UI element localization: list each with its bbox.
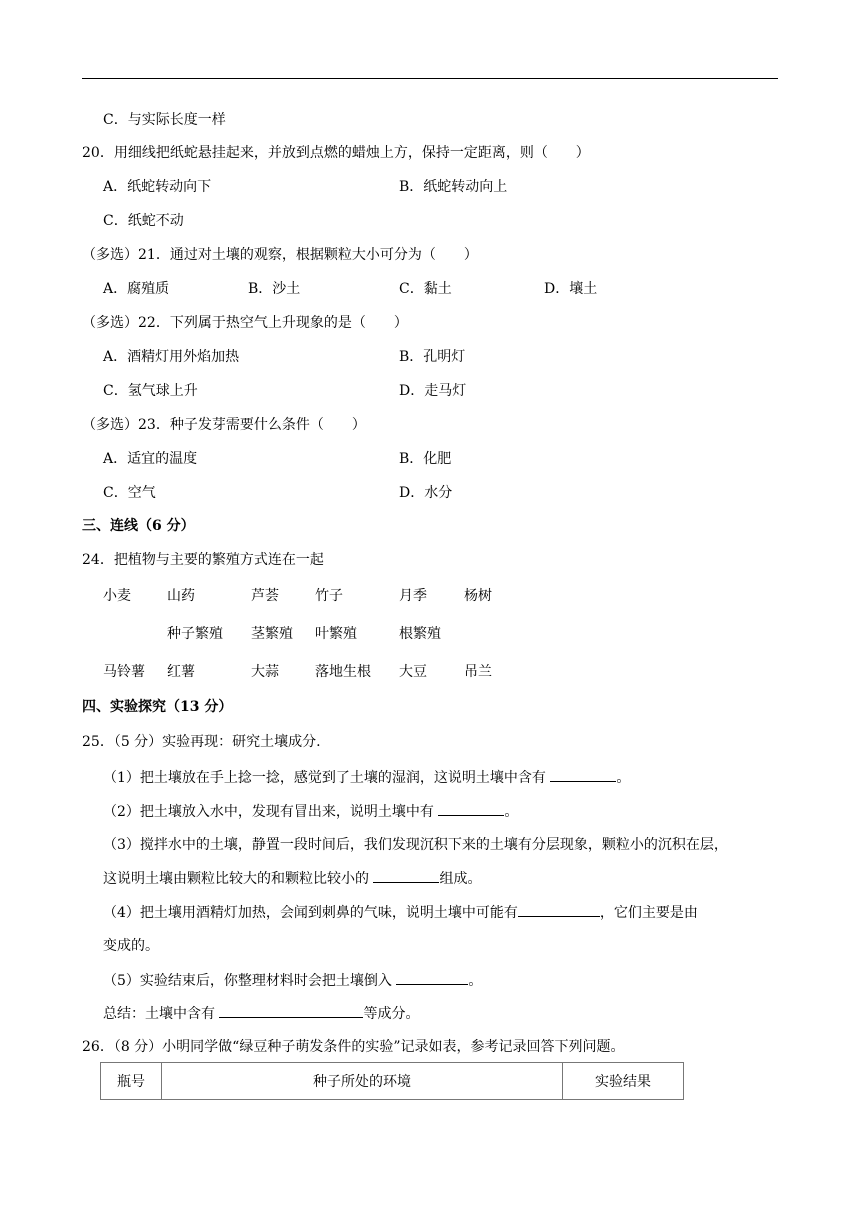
q24-stem: 24．把植物与主要的繁殖方式连在一起	[82, 552, 324, 568]
q25-part-3b-text: 这说明土壤由颗粒比较大的和颗粒比较小的	[103, 871, 374, 887]
q23-option-c: C．空气	[103, 485, 156, 501]
q25-part-3a: （3）搅拌水中的土壤，静置一段时间后，我们发现沉积下来的土壤有分层现象，颗粒小的沉积在层，	[103, 837, 728, 853]
q23-option-a: A．适宜的温度	[103, 451, 198, 467]
plant-item: 落地生根	[315, 664, 371, 680]
section-4-heading: 四、实验探究（13 分）	[82, 699, 233, 715]
q21-stem: （多选）21．通过对土壤的观察，根据颗粒大小可分为（ ）	[82, 247, 478, 263]
answer-blank[interactable]	[550, 767, 616, 782]
answer-blank[interactable]	[373, 868, 439, 883]
table-header-row	[101, 1063, 684, 1100]
plant-item: 红薯	[167, 664, 195, 680]
plant-item: 竹子	[315, 588, 343, 604]
table-header-cell: 实验结果	[563, 1063, 684, 1100]
q25-part-4a	[103, 902, 698, 923]
q22-option-d: D．走马灯	[399, 383, 467, 399]
q21-option-d: D．壤土	[544, 281, 598, 297]
q20-option-c: C．纸蛇不动	[103, 213, 184, 229]
header-rule	[82, 78, 778, 79]
propagation-method: 根繁殖	[399, 626, 441, 642]
q21-option-c: C．黏土	[399, 281, 452, 297]
plant-item: 大蒜	[251, 664, 279, 680]
plant-item: 月季	[399, 588, 427, 604]
q25-stem: 25．（5 分）实验再现：研究土壤成分.	[82, 734, 321, 750]
q25-part-1-text: （1）把土壤放在手上捻一捻，感觉到了土壤的湿润，这说明土壤中含有	[103, 770, 551, 786]
table-header-cell: 瓶号	[101, 1063, 162, 1100]
table-header-cell: 种子所处的环境	[162, 1063, 563, 1100]
answer-blank[interactable]	[438, 801, 504, 816]
plant-item: 山药	[167, 588, 195, 604]
plant-item: 吊兰	[464, 664, 492, 680]
q25-part-5-text: （5）实验结束后，你整理材料时会把土壤倒入	[103, 973, 397, 989]
q25-part-1-end: 。	[616, 770, 631, 786]
plant-item: 杨树	[464, 588, 492, 604]
q23-stem: （多选）23．种子发芽需要什么条件（ ）	[82, 417, 366, 433]
q25-part-4a-text: （4）把土壤用酒精灯加热，会闻到刺鼻的气味，说明土壤中可能有	[103, 905, 518, 921]
q23-option-d: D．水分	[399, 485, 453, 501]
q21-option-a: A．腐殖质	[103, 281, 170, 297]
q25-part-2	[103, 801, 518, 822]
q20-option-b: B．纸蛇转动向上	[399, 179, 508, 195]
q25-part-2-end: 。	[504, 804, 519, 820]
propagation-method: 茎繁殖	[251, 626, 293, 642]
q25-part-5-end: 。	[468, 973, 483, 989]
plant-item: 马铃薯	[103, 664, 145, 680]
plant-item: 大豆	[399, 664, 427, 680]
propagation-method: 种子繁殖	[167, 626, 223, 642]
answer-blank[interactable]	[518, 902, 600, 917]
q20-option-a: A．纸蛇转动向下	[103, 179, 212, 195]
q22-stem: （多选）22．下列属于热空气上升现象的是（ ）	[82, 315, 408, 331]
q25-part-3b-end: 组成。	[439, 871, 482, 887]
q25-part-2-text: （2）把土壤放入水中，发现有冒出来，说明土壤中有	[103, 804, 439, 820]
propagation-method: 叶繁殖	[315, 626, 357, 642]
answer-blank[interactable]	[396, 970, 468, 985]
experiment-record-table	[100, 1062, 684, 1100]
q22-option-b: B．孔明灯	[399, 349, 466, 365]
q26-stem: 26．（8 分）小明同学做“绿豆种子萌发条件的实验”记录如表，参考记录回答下列问题。	[82, 1039, 625, 1055]
q25-part-3b	[103, 868, 481, 889]
q25-summary	[103, 1003, 419, 1024]
q25-summary-end: 等成分。	[363, 1006, 420, 1022]
q25-part-1	[103, 767, 630, 788]
plant-item: 芦荟	[251, 588, 279, 604]
q20-stem: 20．用细线把纸蛇悬挂起来，并放到点燃的蜡烛上方，保持一定距离，则（ ）	[82, 145, 590, 161]
q25-part-5	[103, 970, 482, 991]
answer-blank[interactable]	[219, 1003, 363, 1018]
q19-option-c: C．与实际长度一样	[103, 112, 226, 128]
q22-option-c: C．氢气球上升	[103, 383, 198, 399]
plant-item: 小麦	[103, 588, 131, 604]
section-3-heading: 三、连线（6 分）	[82, 518, 195, 534]
q21-option-b: B．沙土	[248, 281, 301, 297]
q22-option-a: A．酒精灯用外焰加热	[103, 349, 240, 365]
q25-summary-text: 总结：土壤中含有	[103, 1006, 220, 1022]
q23-option-b: B．化肥	[399, 451, 452, 467]
q25-part-4b: 变成的。	[103, 938, 159, 954]
q25-part-4a-end: ，它们主要是由	[599, 905, 698, 921]
